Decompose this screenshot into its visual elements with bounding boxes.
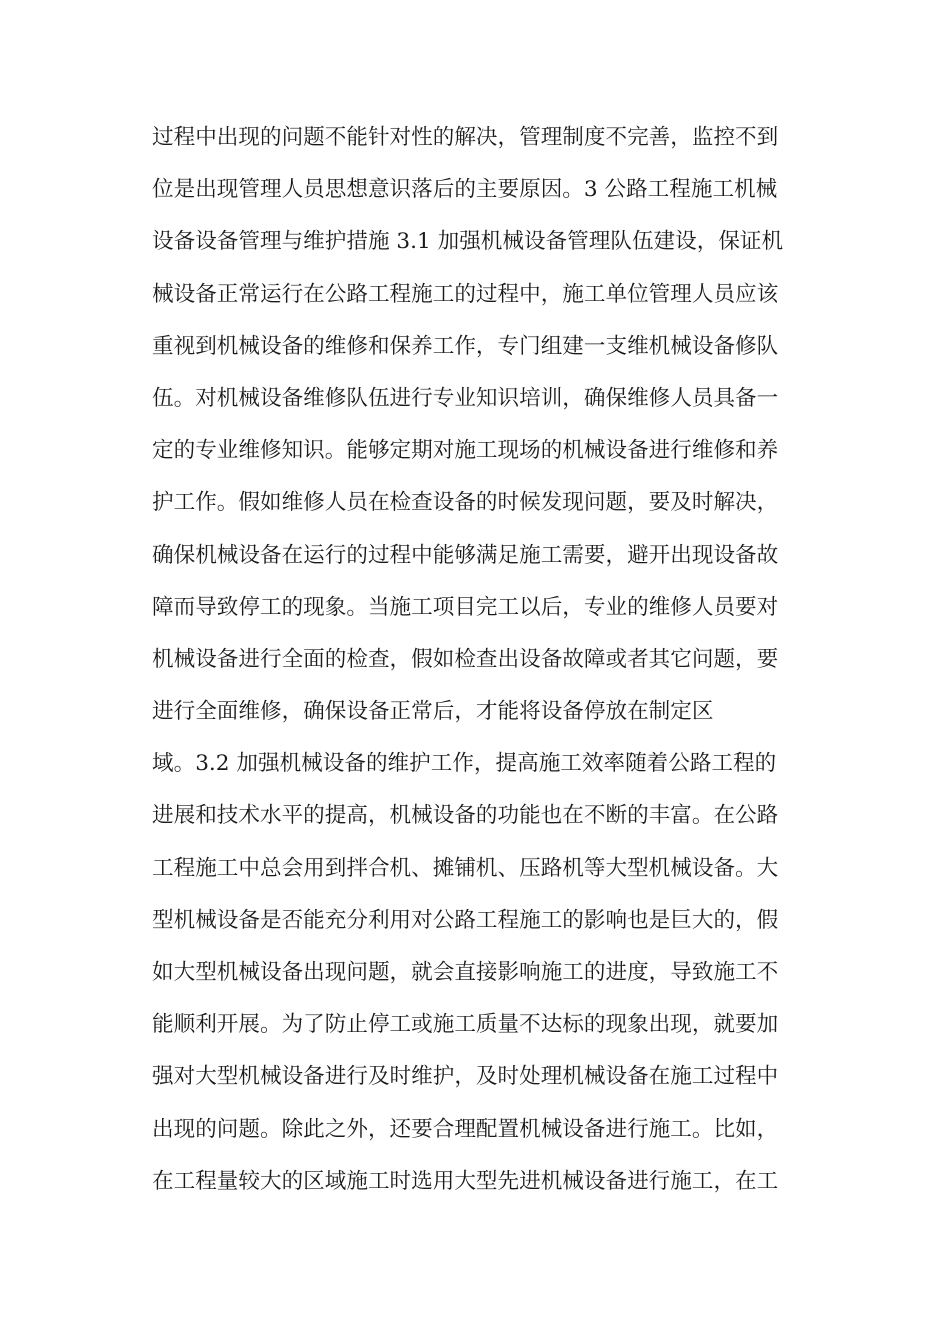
text-line: 过程中出现的问题不能针对性的解决，管理制度不完善，监控不到 <box>152 125 779 150</box>
text-line: 障而导致停工的现象。当施工项目完工以后，专业的维修人员要对 <box>152 594 779 620</box>
text-line: 进行全面维修，确保设备正常后，才能将设备停放在制定区 <box>152 699 714 725</box>
text-line: 设备设备管理与维护措施 3.1 加强机械设备管理队伍建设，保证机 <box>152 229 784 255</box>
text-line: 械设备正常运行在公路工程施工的过程中，施工单位管理人员应该 <box>152 281 779 307</box>
text-line: 能顺利开展。为了防止停工或施工质量不达标的现象出现，就要加 <box>152 1012 779 1038</box>
text-line: 位是出现管理人员思想意识落后的主要原因。3 公路工程施工机械 <box>152 177 778 203</box>
text-line: 型机械设备是否能充分利用对公路工程施工的影响也是巨大的，假 <box>152 907 779 933</box>
text-line: 机械设备进行全面的检查，假如检查出设备故障或者其它问题，要 <box>152 646 779 672</box>
text-line: 域。3.2 加强机械设备的维护工作，提高施工效率随着公路工程的 <box>152 751 777 777</box>
text-line: 如大型机械设备出现问题，就会直接影响施工的进度，导致施工不 <box>152 960 779 985</box>
text-line: 工程施工中总会用到拌合机、摊铺机、压路机等大型机械设备。大 <box>152 855 779 881</box>
text-line: 出现的问题。除此之外，还要合理配置机械设备进行施工。比如， <box>152 1116 779 1142</box>
body-paragraph <box>152 118 802 1214</box>
text-line: 伍。对机械设备维修队伍进行专业知识培训，确保维修人员具备一 <box>152 385 779 411</box>
text-line: 进展和技术水平的提高，机械设备的功能也在不断的丰富。在公路 <box>152 803 779 829</box>
text-line: 确保机械设备在运行的过程中能够满足施工需要，避开出现设备故 <box>152 542 779 568</box>
text-line: 护工作。假如维修人员在检查设备的时候发现问题，要及时解决， <box>152 490 779 516</box>
text-line: 定的专业维修知识。能够定期对施工现场的机械设备进行维修和养 <box>152 438 779 464</box>
text-line: 重视到机械设备的维修和保养工作，专门组建一支维机械设备修队 <box>152 333 779 359</box>
text-line: 强对大型机械设备进行及时维护，及时处理机械设备在施工过程中 <box>152 1064 779 1090</box>
text-line: 在工程量较大的区域施工时选用大型先进机械设备进行施工，在工 <box>152 1168 779 1194</box>
